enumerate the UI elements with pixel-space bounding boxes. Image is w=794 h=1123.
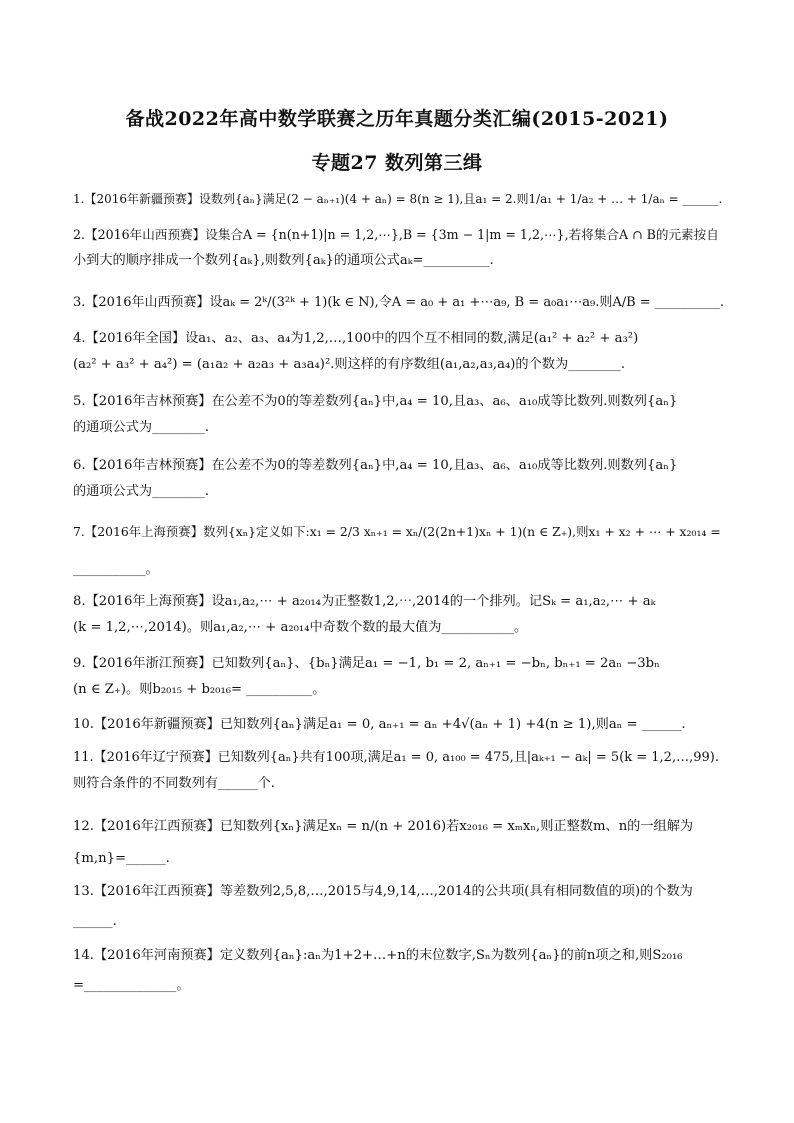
question-line: (a₂² + a₃² + a₄²) = (a₁a₂ + a₂a₃ + a₃a₄)².则这样的有序数组(a₁,a₂,a₃,a₄)的个数为________. — [73, 357, 626, 372]
question-11 — [73, 745, 725, 797]
question-5 — [73, 389, 725, 441]
question-line: 11.【2016年辽宁预赛】已知数列{aₙ}共有100项,满足a₁ = 0, a₁₀₀ = 475,且|aₖ₊₁ − aₖ| = 5(k = 1,2,…,99). — [73, 750, 719, 765]
question-line: 小到大的顺序排成一个数列{aₖ},则数列{aₖ}的通项公式aₖ=__________. — [73, 253, 494, 268]
question-line: (k = 1,2,⋯,2014)。则a₁,a₂,⋯ + a₂₀₁₄中奇数个数的最大值为___________。 — [73, 620, 528, 635]
question-9 — [73, 651, 725, 703]
question-6 — [73, 453, 725, 505]
question-7 — [73, 519, 725, 583]
question-line: ___________。 — [73, 562, 159, 577]
question-line: 10.【2016年新疆预赛】已知数列{aₙ}满足a₁ = 0, aₙ₊₁ = aₙ +4√(aₙ + 1) +4(n ≥ 1),则aₙ = ______. — [73, 717, 686, 732]
question-line: 的通项公式为________. — [73, 484, 210, 499]
question-line: 7.【2016年上海预赛】数列{xₙ}定义如下:x₁ = 2/3 xₙ₊₁ = xₙ/(2(2n+1)xₙ + 1)(n ∈ Z₊),则x₁ + x₂ + ⋯ + x₂₀₁₄ = — [73, 524, 721, 539]
question-line: 5.【2016年吉林预赛】在公差不为0的等差数列{aₙ}中,a₄ = 10,且a₃、a₆、a₁₀成等比数列.则数列{aₙ} — [73, 394, 678, 409]
question-line: =______________。 — [73, 978, 190, 993]
question-line: {m,n}=______. — [73, 851, 170, 866]
question-3 — [73, 290, 725, 316]
question-1 — [73, 186, 725, 212]
question-line: 的通项公式为________. — [73, 420, 210, 435]
question-line: 9.【2016年浙江预赛】已知数列{aₙ}、{bₙ}满足a₁ = −1, b₁ = 2, aₙ₊₁ = −bₙ, bₙ₊₁ = 2aₙ −3bₙ — [73, 656, 660, 671]
question-line: 8.【2016年上海预赛】设a₁,a₂,⋯ + a₂₀₁₄为正整数1,2,⋯,2014的一个排列。记Sₖ = a₁,a₂,⋯ + aₖ — [73, 594, 656, 609]
question-line: 13.【2016年江西预赛】等差数列2,5,8,…,2015与4,9,14,…,2014的公共项(具有相同数值的项)的个数为 — [73, 884, 693, 899]
question-line: 4.【2016年全国】设a₁、a₂、a₃、a₄为1,2,…,100中的四个互不相同的数,满足(a₁² + a₂² + a₃²) — [73, 331, 639, 346]
question-4 — [73, 326, 725, 378]
question-12 — [73, 814, 725, 872]
question-line: 12.【2016年江西预赛】已知数列{xₙ}满足xₙ = n/(n + 2016)若x₂₀₁₆ = xₘxₙ,则正整数m、n的一组解为 — [73, 819, 694, 834]
question-line: 6.【2016年吉林预赛】在公差不为0的等差数列{aₙ}中,a₄ = 10,且a₃、a₆、a₁₀成等比数列.则数列{aₙ} — [73, 458, 678, 473]
question-line: ______. — [73, 914, 117, 929]
question-line: 2.【2016年山西预赛】设集合A = {n(n+1)|n = 1,2,⋯},B = {3m − 1|m = 1,2,⋯},若将集合A ∩ B的元素按自 — [73, 227, 719, 242]
question-line: 3.【2016年山西预赛】设aₖ = 2ᵏ/(3²ᵏ + 1)(k ∈ N),令A = a₀ + a₁ +⋯a₉, B = a₀a₁⋯a₉.则A/B = __________. — [73, 295, 724, 310]
question-line: 1.【2016年新疆预赛】设数列{aₙ}满足(2 − aₙ₊₁)(4 + aₙ) = 8(n ≥ 1),且a₁ = 2.则1/a₁ + 1/a₂ + … + 1/aₙ = ______. — [73, 192, 723, 206]
question-8 — [73, 589, 725, 641]
document-subtitle: 专题27 数列第三缉 — [311, 152, 483, 174]
document-title: 备战2022年高中数学联赛之历年真题分类汇编(2015-2021) — [125, 108, 669, 130]
question-line: (n ∈ Z₊)。则b₂₀₁₅ + b₂₀₁₆= __________。 — [73, 682, 326, 697]
question-10 — [73, 712, 725, 738]
question-line: 14.【2016年河南预赛】定义数列{aₙ}:aₙ为1+2+…+n的末位数字,Sₙ为数列{aₙ}的前n项之和,则S₂₀₁₆ — [73, 948, 683, 963]
question-14 — [73, 943, 725, 999]
question-13 — [73, 879, 725, 935]
question-line: 则符合条件的不同数列有______个. — [73, 776, 276, 791]
question-2 — [73, 222, 725, 274]
